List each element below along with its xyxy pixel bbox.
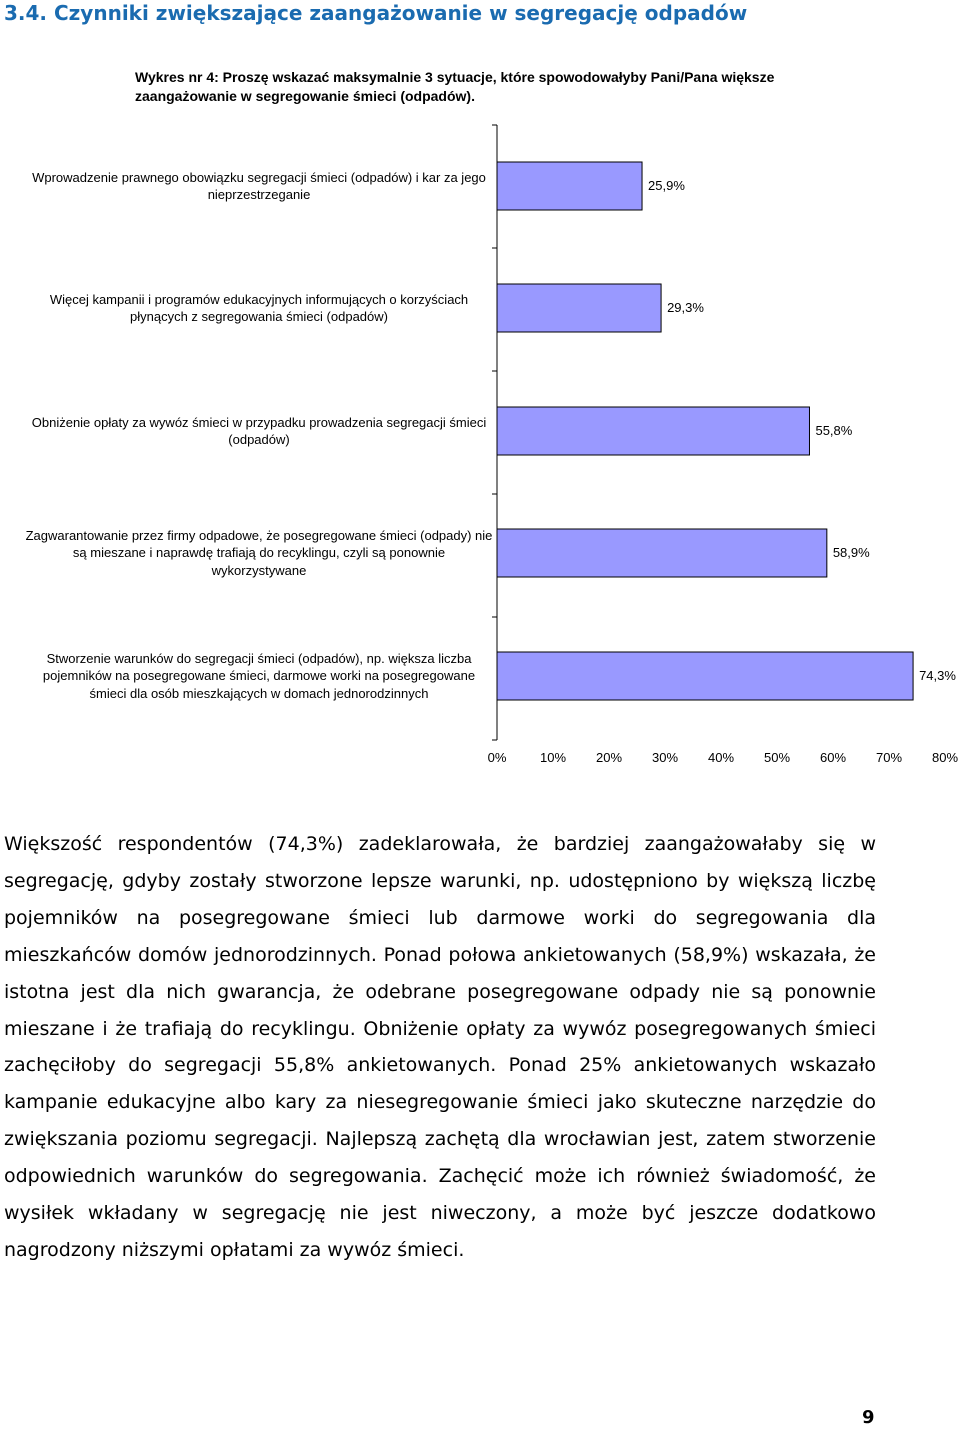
x-tick-label: 60% <box>819 750 847 765</box>
bar <box>497 652 913 700</box>
bar <box>497 529 827 577</box>
bar <box>497 407 809 455</box>
category-label: Więcej kampanii i programów edukacyjnych informujących o korzyściach płynących z segregowania śmieci (odpadów) <box>49 291 469 324</box>
bar <box>497 162 642 210</box>
x-tick-label: 40% <box>707 750 735 765</box>
body-paragraph: Większość respondentów (74,3%) zadeklarowała, że bardziej zaangażowałaby się w segregację, gdyby zostały stworzone lepsze warunki, np. udostępniono by większą liczbę pojemników na posegregowane śmieci lub darmowe worki do segregowania dla mieszkańców domów jednorodzinnych. Ponad połowa ankietowanych (58,9%) wskazała, że istotna jest dla nich gwarancja, że odebrane posegregowane odpady nie są ponownie mieszane i że trafiają do recyklingu. Obniżenie opłaty za wywóz posegregowanych śmieci zachęciłoby do segregacji 55,8% ankietowanych. Ponad 25% ankietowanych wskazało kampanie edukacyjne albo kary za niesegregowanie śmieci jako skuteczne narzędzie do zwiększania poziomu segregacji. Najlepszą zachętą dla wrocławian jest, zatem stworzenie odpowiednich warunków do segregowania. Zachęcić może ich również świadomość, że wysiłek wkładany w segregację nie jest niweczony, a może być jeszcze dodatkowo nagrodzony niższymi opłatami za wywóz śmieci. <box>4 833 876 1261</box>
x-tick-label: 10% <box>539 750 567 765</box>
bar-value-label: 29,3% <box>667 300 704 315</box>
x-tick-label: 50% <box>763 750 791 765</box>
page-number: 9 <box>862 1407 875 1428</box>
chart-caption: Wykres nr 4: Proszę wskazać maksymalnie 3 sytuacje, które spowodowałyby Pani/Pana większe zaangażowanie w segregowanie śmieci (odpadów). <box>135 69 775 104</box>
section-heading: 3.4. Czynniki zwiększające zaangażowanie w segregację odpadów <box>4 1 748 25</box>
x-tick-label: 70% <box>875 750 903 765</box>
x-tick-label: 80% <box>931 750 959 765</box>
x-tick-label: 0% <box>487 750 507 765</box>
category-label: Stworzenie warunków do segregacji śmieci (odpadów), np. większa liczba pojemników na posegregowane śmieci, darmowe worki na posegregowane śmieci dla osób mieszkających w domach jednorodzinnych <box>42 650 476 701</box>
category-label: Obniżenie opłaty za wywóz śmieci w przypadku prowadzenia segregacji śmieci (odpadów) <box>31 414 487 447</box>
x-tick-label: 20% <box>595 750 623 765</box>
bar-value-label: 58,9% <box>832 545 870 560</box>
bar-value-label: 74,3% <box>919 668 956 683</box>
bar-value-label: 55,8% <box>815 423 853 438</box>
bar <box>497 284 661 332</box>
bar-value-label: 25,9% <box>648 178 685 193</box>
category-label: Wprowadzenie prawnego obowiązku segregacji śmieci (odpadów) i kar za jego nieprzestrzeganie <box>32 169 486 202</box>
x-tick-label: 30% <box>651 750 679 765</box>
category-label: Zagwarantowanie przez firmy odpadowe, że posegregowane śmieci (odpady) nie są mieszane i naprawdę trafiają do recyklingu, czyli są ponownie wykorzystywane <box>25 527 493 578</box>
